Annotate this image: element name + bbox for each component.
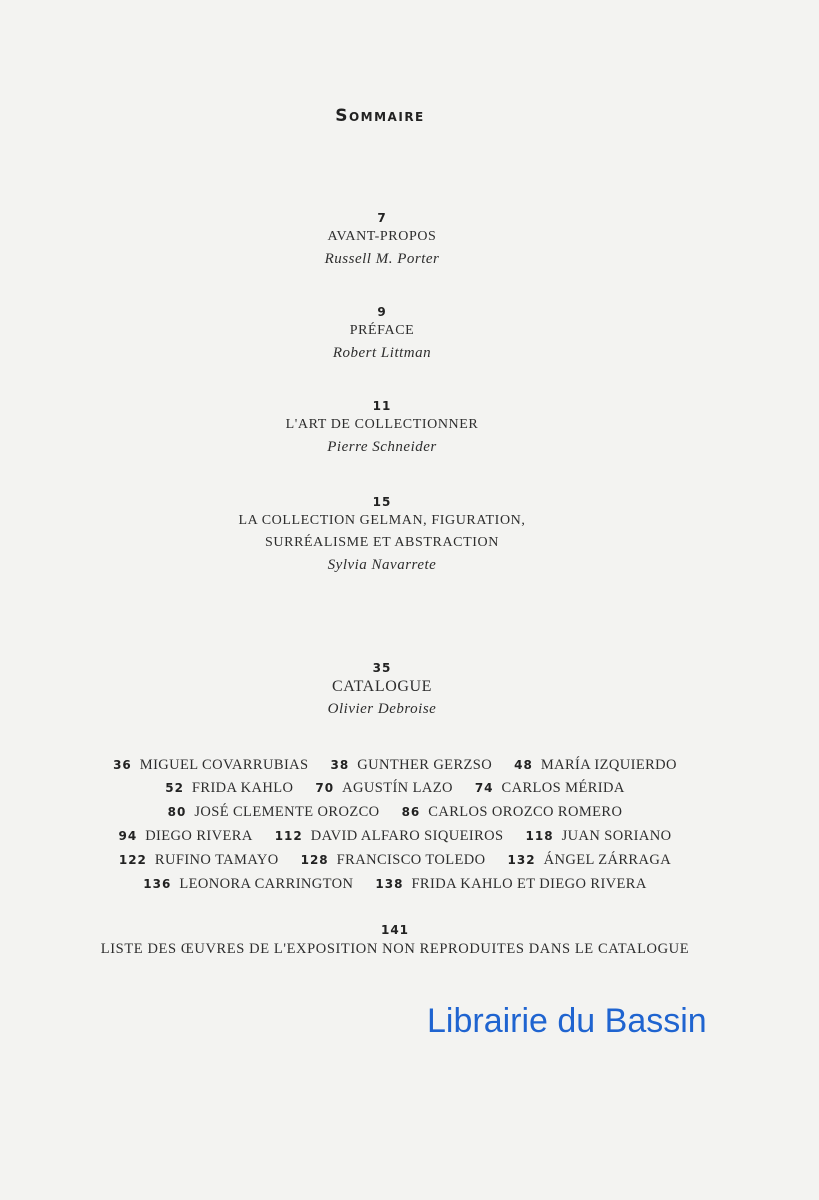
page-number: 136 <box>143 877 172 891</box>
entry-author: Sylvia Navarrete <box>327 557 437 573</box>
artist-entry <box>301 851 486 869</box>
artist-name: FRANCISCO TOLEDO <box>336 852 486 868</box>
artist-row <box>0 851 790 869</box>
artist-name: CARLOS OROZCO ROMERO <box>428 804 623 820</box>
toc-entry-preface <box>0 304 764 365</box>
page-number: 74 <box>474 781 494 795</box>
artist-entry <box>315 779 452 797</box>
page-number: 94 <box>118 829 138 843</box>
entry-title: AVANT-PROPOS <box>327 229 437 244</box>
entry-title: LISTE DES ŒUVRES DE L'EXPOSITION NON REPRODUITES DANS LE CATALOGUE <box>100 941 690 957</box>
page-number: 48 <box>514 758 533 772</box>
page-number: 38 <box>330 758 350 772</box>
artist-name: DAVID ALFARO SIQUEIROS <box>310 828 504 844</box>
page-number: 128 <box>300 853 329 867</box>
toc-entry-avant-propos <box>0 210 764 271</box>
page-number: 132 <box>507 853 536 867</box>
artist-row <box>0 803 790 821</box>
artist-entry <box>143 875 353 893</box>
page-number: 36 <box>113 758 132 772</box>
page-number: 141 <box>380 923 410 937</box>
entry-title: PRÉFACE <box>349 323 415 338</box>
artist-row <box>0 827 790 845</box>
entry-title-line-2: SURRÉALISME ET ABSTRACTION <box>265 535 499 550</box>
artist-name: MARÍA IZQUIERDO <box>540 757 677 773</box>
artist-name: MIGUEL COVARRUBIAS <box>139 757 309 773</box>
entry-author: Robert Littman <box>332 345 432 361</box>
artist-name: FRIDA KAHLO ET DIEGO RIVERA <box>411 876 647 892</box>
artist-entry <box>475 779 625 797</box>
artist-name: RUFINO TAMAYO <box>154 852 279 868</box>
artist-name: FRIDA KAHLO <box>191 780 294 796</box>
entry-author: Olivier Debroise <box>327 701 437 717</box>
artist-row <box>0 779 790 797</box>
page-title: Sommaire <box>335 106 425 126</box>
artist-name: JUAN SORIANO <box>561 828 672 844</box>
toc-entry-catalogue <box>0 660 764 721</box>
artist-name: JOSÉ CLEMENTE OROZCO <box>194 804 380 820</box>
page-number: 35 <box>372 661 392 675</box>
toc-entry-collection-gelman <box>0 494 764 577</box>
artist-entry <box>118 827 252 845</box>
artist-name: ÁNGEL ZÁRRAGA <box>543 852 672 868</box>
artist-entry <box>402 803 623 821</box>
artist-name: DIEGO RIVERA <box>145 828 253 844</box>
page-number: 80 <box>167 805 187 819</box>
artist-name: AGUSTÍN LAZO <box>342 780 453 796</box>
artist-name: LEONORA CARRINGTON <box>179 876 354 892</box>
page-number: 15 <box>372 495 392 509</box>
artist-entry <box>165 779 293 797</box>
page-number: 9 <box>377 305 387 319</box>
artist-entry <box>113 756 308 774</box>
toc-entry-art-de-collectionner <box>0 398 764 459</box>
artist-entry <box>514 756 677 774</box>
artist-entry <box>375 875 646 893</box>
artist-entry <box>275 827 504 845</box>
artist-entry <box>526 827 672 845</box>
page-number: 52 <box>165 781 184 795</box>
artist-entry <box>168 803 380 821</box>
page-number: 112 <box>274 829 303 843</box>
page-number: 70 <box>315 781 335 795</box>
artist-name: GUNTHER GERZSO <box>357 757 493 773</box>
artist-entry <box>331 756 493 774</box>
page-number: 118 <box>525 829 554 843</box>
entry-author: Pierre Schneider <box>327 439 437 455</box>
entry-title-line-1: LA COLLECTION GELMAN, FIGURATION, <box>238 513 526 528</box>
page-number: 11 <box>372 399 392 413</box>
artist-entry <box>119 851 279 869</box>
page-number: 122 <box>118 853 147 867</box>
artist-row <box>0 756 790 774</box>
bookshop-watermark: Librairie du Bassin <box>427 1002 707 1040</box>
entry-title: CATALOGUE <box>331 678 433 695</box>
artist-name: CARLOS MÉRIDA <box>501 780 625 796</box>
page-number: 138 <box>375 877 404 891</box>
entry-author: Russell M. Porter <box>324 251 440 267</box>
toc-entry-liste-des-oeuvres <box>0 922 790 960</box>
page-number: 7 <box>377 211 387 225</box>
entry-title: L'ART DE COLLECTIONNER <box>285 417 479 432</box>
page-number: 86 <box>401 805 421 819</box>
artist-entry <box>508 851 672 869</box>
artist-row <box>0 875 790 893</box>
